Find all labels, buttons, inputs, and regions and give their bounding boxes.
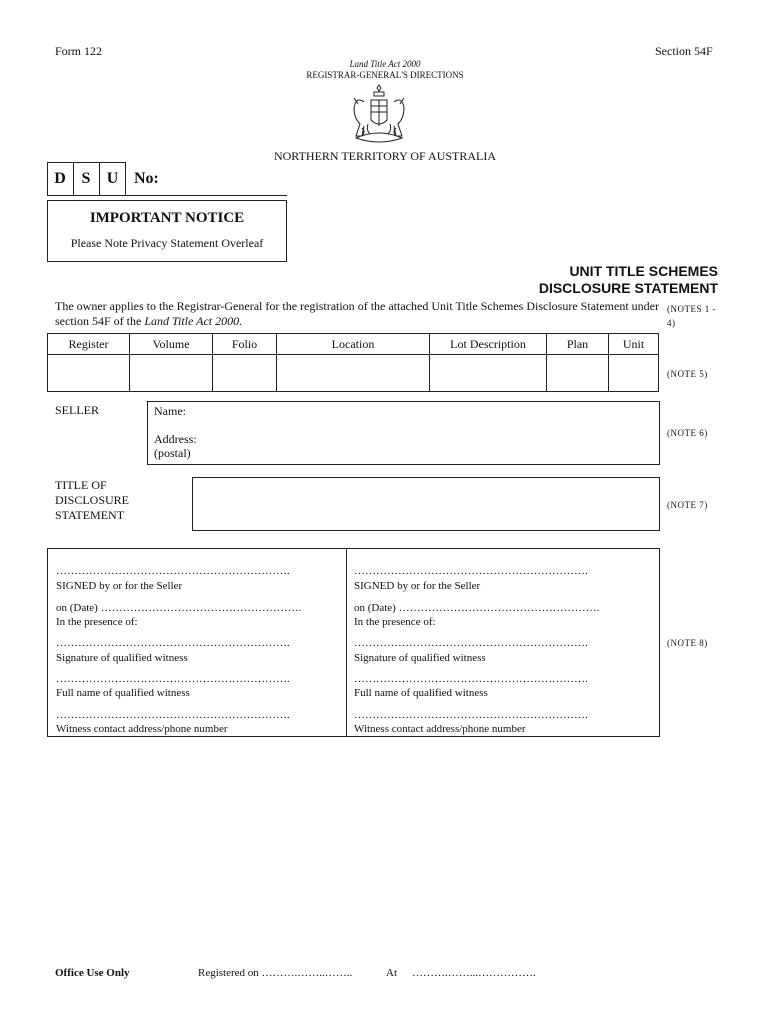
dsu-u-letter: U <box>106 170 119 187</box>
witness-contact-line-left[interactable]: ………………………………………………………. <box>56 709 290 721</box>
form-number: Form 122 <box>55 44 103 58</box>
title-of-statement-label <box>55 478 129 523</box>
title-label-line3: STATEMENT <box>55 508 125 522</box>
lot-description-input[interactable] <box>430 355 547 392</box>
intro-text-a: The owner applies to the Registrar-General for the registration of the attached Unit Title Schemes Disclosure Statement under section 54F of the <box>55 299 659 328</box>
header-folio: Folio <box>213 334 277 355</box>
presence-label-right: In the presence of: <box>354 616 436 628</box>
coat-of-arms-icon <box>344 84 414 148</box>
signed-label-left: SIGNED by or for the Seller <box>56 580 183 592</box>
note-6: (NOTE 6) <box>667 428 708 438</box>
land-description-table <box>47 333 659 392</box>
important-notice-box <box>47 200 287 262</box>
seller-signature-line-left[interactable]: ………………………………………………………. <box>56 565 290 577</box>
territory-title: NORTHERN TERRITORY OF AUSTRALIA <box>273 149 497 163</box>
witness-contact-label-right: Witness contact address/phone number <box>354 723 526 735</box>
dsu-s-letter: S <box>81 170 91 187</box>
title-label-line2: DISCLOSURE <box>55 493 130 507</box>
registered-on-field[interactable]: Registered on ……….……..…….. <box>198 967 353 979</box>
dsu-d-letter: D <box>54 170 66 187</box>
notice-title: IMPORTANT NOTICE <box>89 210 245 226</box>
unit-input[interactable] <box>609 355 659 392</box>
witness-sig-label-left: Signature of qualified witness <box>56 652 188 664</box>
witness-name-line-left[interactable]: ………………………………………………………. <box>56 673 290 685</box>
form-title-line2: DISCLOSURE STATEMENT <box>538 280 718 296</box>
header-plan: Plan <box>547 334 609 355</box>
seller-name-label: Name: <box>154 404 186 418</box>
at-field[interactable]: ……….……...……………. <box>412 967 536 979</box>
witness-name-label-right: Full name of qualified witness <box>354 687 488 699</box>
seller-signature-line-right[interactable]: ………………………………………………………. <box>354 565 588 577</box>
seller-label: SELLER <box>55 403 99 417</box>
notice-text: Please Note Privacy Statement Overleaf <box>70 236 264 250</box>
folio-input[interactable] <box>213 355 277 392</box>
header-register: Register <box>48 334 130 355</box>
dsu-no-label: No: <box>134 170 159 187</box>
witness-contact-label-left: Witness contact address/phone number <box>56 723 228 735</box>
witness-signature-line-left[interactable]: ………………………………………………………. <box>56 637 290 649</box>
at-label: At <box>386 967 397 979</box>
note-5: (NOTE 5) <box>667 369 708 379</box>
header-volume: Volume <box>130 334 213 355</box>
witness-signature-line-right[interactable]: ………………………………………………………. <box>354 637 588 649</box>
office-use-label: Office Use Only <box>55 967 130 979</box>
title-of-statement-input[interactable] <box>192 477 660 531</box>
plan-input[interactable] <box>547 355 609 392</box>
signed-label-right: SIGNED by or for the Seller <box>354 580 481 592</box>
title-label-line1: TITLE OF <box>55 478 107 492</box>
seller-box[interactable] <box>147 401 660 465</box>
form-title <box>400 263 718 297</box>
directions-title: REGISTRAR-GENERAL'S DIRECTIONS <box>306 70 464 80</box>
intro-text-b: . <box>239 314 243 328</box>
presence-label-left: In the presence of: <box>56 616 138 628</box>
intro-paragraph <box>55 299 659 329</box>
volume-input[interactable] <box>130 355 213 392</box>
register-input[interactable] <box>48 355 130 392</box>
seller-postal-label: (postal) <box>154 446 191 460</box>
intro-act: Land Title Act 2000 <box>144 314 240 328</box>
witness-name-line-right[interactable]: ………………………………………………………. <box>354 673 588 685</box>
seller-address-label: Address: <box>154 432 197 446</box>
note-7: (NOTE 7) <box>667 500 708 510</box>
section-number: Section 54F <box>655 44 713 58</box>
header-lot-description: Lot Description <box>430 334 547 355</box>
witness-contact-line-right[interactable]: ………………………………………………………. <box>354 709 588 721</box>
note-8: (NOTE 8) <box>667 638 708 648</box>
date-field-right[interactable]: on (Date) ………………………………………………. <box>354 602 600 614</box>
header-location: Location <box>277 334 430 355</box>
witness-name-label-left: Full name of qualified witness <box>56 687 190 699</box>
location-input[interactable] <box>277 355 430 392</box>
notes-1-4: (NOTES 1 - 4) <box>667 304 716 328</box>
act-title: Land Title Act 2000 <box>349 59 421 69</box>
witness-sig-label-right: Signature of qualified witness <box>354 652 486 664</box>
signature-block <box>47 548 660 737</box>
date-field-left[interactable]: on (Date) ………………………………………………. <box>56 602 302 614</box>
form-title-line1: UNIT TITLE SCHEMES <box>569 263 718 279</box>
dsu-number-row <box>47 162 287 196</box>
header-unit: Unit <box>609 334 659 355</box>
